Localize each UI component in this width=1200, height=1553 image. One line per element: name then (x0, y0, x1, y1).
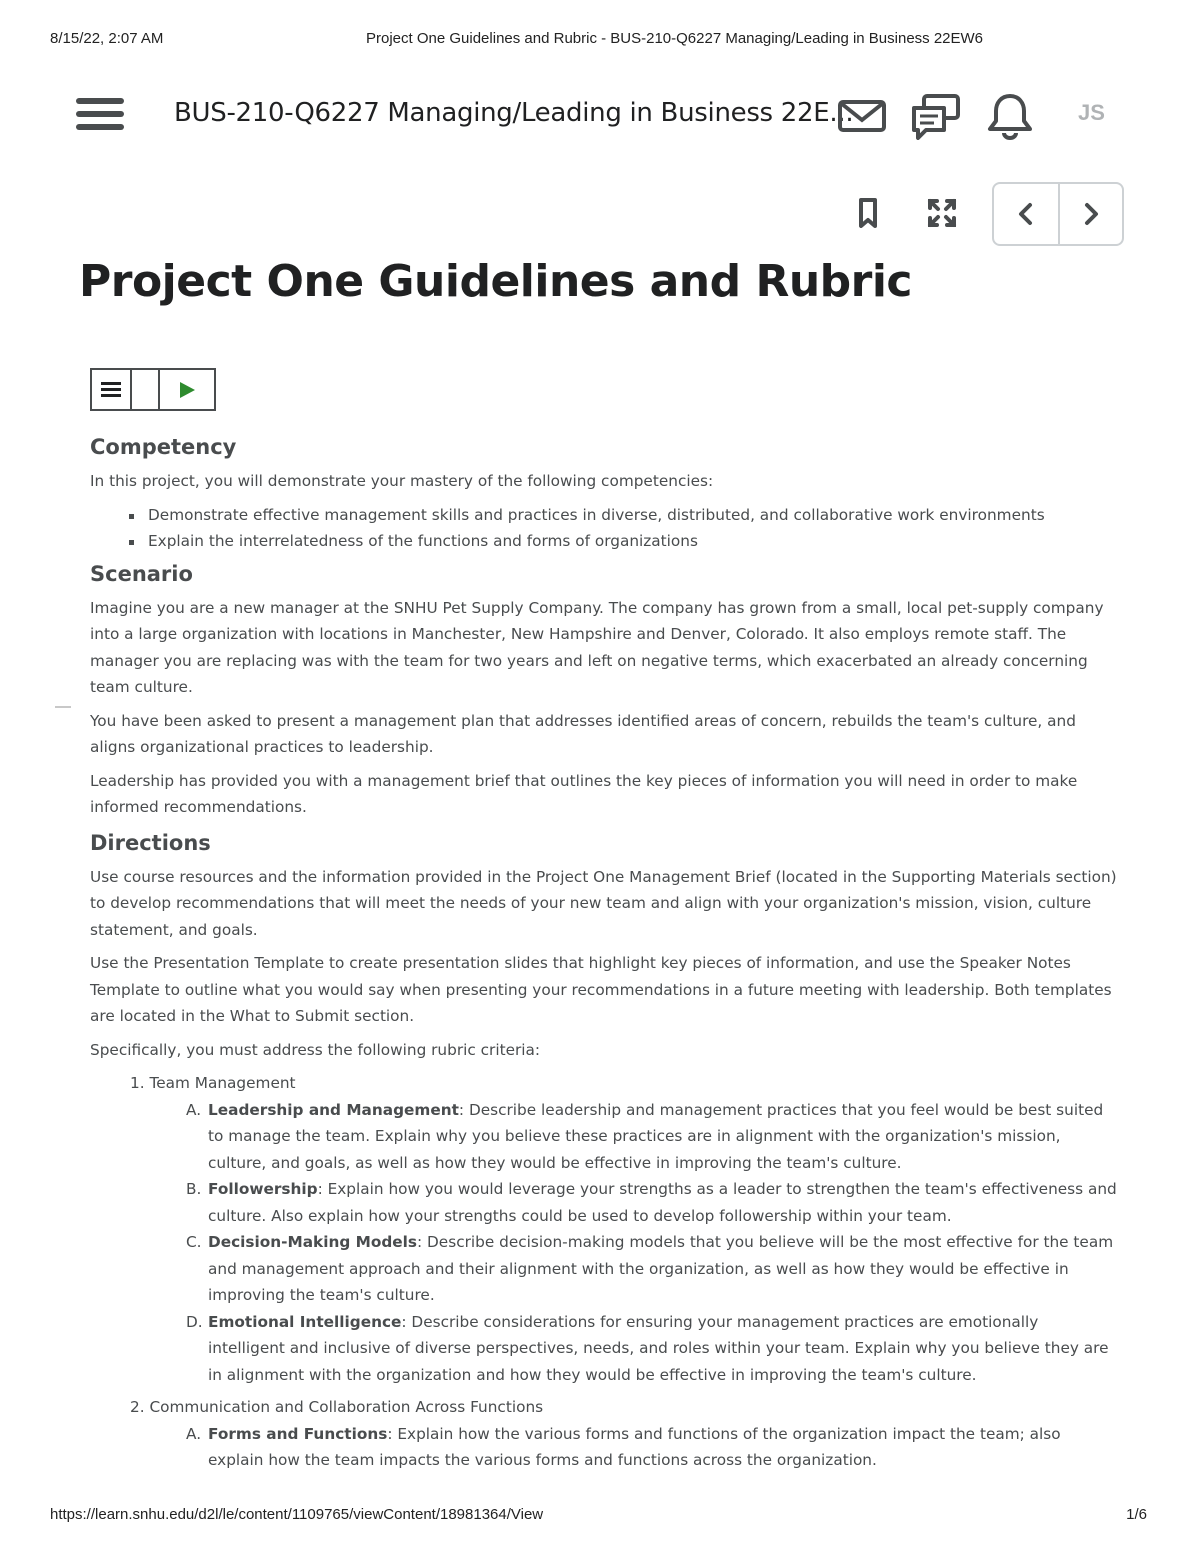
criterion-text: : Explain how the various forms and functions of the organization impact the team; also explain how the team impacts the various forms and functions across the organization. (208, 1424, 1061, 1469)
print-header (0, 30, 1200, 50)
criterion-2a (186, 1421, 1120, 1474)
criterion-label: A. (186, 1100, 202, 1119)
criterion-1d (186, 1309, 1120, 1389)
topic-pager (992, 182, 1124, 246)
directions-heading: Directions (90, 830, 211, 855)
chevron-right-icon (1081, 202, 1101, 226)
print-date: 8/15/22, 2:07 AM (50, 30, 164, 47)
user-avatar[interactable]: JS (1078, 100, 1105, 125)
course-title[interactable]: BUS-210-Q6227 Managing/Leading in Business 22E... (174, 98, 854, 128)
next-topic-button[interactable] (1058, 184, 1122, 244)
criterion-text: : Explain how you would leverage your strengths as a leader to strengthen the team's effectiveness and culture. Also explain how your strengths could be used to develop followership within your team. (208, 1180, 1117, 1225)
side-marker (55, 706, 71, 708)
criterion-label: B. (186, 1180, 202, 1198)
print-url: https://learn.snhu.edu/d2l/le/content/1109765/viewContent/18981364/View (50, 1506, 544, 1523)
criterion-2 (130, 1394, 1120, 1421)
fullscreen-button[interactable] (916, 182, 968, 244)
print-footer (0, 1506, 1200, 1526)
criterion-text: : Describe leadership and management practices that you feel would be best suited to manage the team. Explain why you believe these practices are in alignment with the organization's mission, culture, and goals, as well as how they would be effective in improving the team's culture. (208, 1100, 1104, 1172)
directions-paragraph: Use course resources and the information provided in the Project One Management Brief (located in the Supporting Materials section) to develop recommendations that will meet the needs of your new team and align with your organization's mission, vision, culture statement, and goals. (90, 867, 1117, 939)
chevron-left-icon (1016, 202, 1036, 226)
criterion-text: : Describe decision-making models that you believe will be the most effective for the team and management approach and their alignment with the organization, as well as how they would be effective in improving the team's culture. (208, 1233, 1114, 1304)
scenario-paragraph: Leadership has provided you with a management brief that outlines the key pieces of information you will need in order to make informed recommendations. (90, 771, 1078, 816)
criterion-label: C. (186, 1233, 202, 1251)
criterion-1b (186, 1176, 1120, 1229)
notifications-button[interactable] (984, 92, 1036, 140)
list-item: Demonstrate effective management skills and practices in diverse, distributed, and collaborative work environments (148, 502, 1120, 529)
play-icon (177, 380, 197, 400)
competency-heading: Competency (90, 435, 237, 459)
scenario-paragraph: You have been asked to present a management plan that addresses identified areas of concern, rebuilds the team's culture, and aligns organizational practices to leadership. (90, 711, 1076, 756)
previous-topic-button[interactable] (994, 184, 1058, 244)
list-item: Explain the interrelatedness of the functions and forms of organizations (148, 528, 1120, 555)
course-navbar (0, 84, 1200, 148)
criterion-text: : Describe considerations for ensuring your management practices are emotionally intelligent and inclusive of diverse perspectives, needs, and roles within your team. Explain why you believe they are in alignment with the organization and how they would be effective in improving the team's culture. (208, 1312, 1109, 1384)
bell-icon (984, 92, 1036, 140)
reader-menu-button[interactable] (92, 370, 132, 409)
mail-icon (836, 92, 888, 140)
directions-paragraph: Specifically, you must address the following rubric criteria: (90, 1040, 541, 1059)
content-body (90, 428, 1120, 1474)
criterion-1a (186, 1097, 1120, 1177)
scenario-heading: Scenario (90, 561, 193, 586)
page-title: Project One Guidelines and Rubric (79, 256, 913, 307)
email-button[interactable] (836, 92, 888, 140)
content-toolbar (0, 182, 1200, 246)
criterion-label: D. (186, 1312, 203, 1331)
menu-button[interactable] (76, 98, 126, 134)
criterion-term: Forms and Functions (208, 1424, 388, 1443)
discussions-button[interactable] (910, 92, 962, 140)
bookmark-icon (858, 198, 878, 228)
scenario-paragraph: Imagine you are a new manager at the SNHU Pet Supply Company. The company has grown from a small, local pet-supply company into a large organization with locations in Manchester, New Hampshire and Denver, Colorado. It also employs remote staff. The manager you are replacing was with the team for two years and left on negative terms, which exacerbated an already concerning team culture. (90, 598, 1104, 696)
competency-list (148, 502, 1120, 555)
criterion-1 (130, 1070, 1120, 1097)
print-title: Project One Guidelines and Rubric - BUS-210-Q6227 Managing/Leading in Business 22EW6 (366, 30, 984, 47)
criterion-term: Emotional Intelligence (208, 1312, 402, 1331)
readspeaker-controls (90, 368, 216, 411)
print-page-number: 1/6 (1126, 1506, 1147, 1523)
hamburger-icon (76, 98, 124, 104)
criterion-1c (186, 1229, 1120, 1309)
play-button[interactable] (160, 370, 214, 409)
criterion-term: Decision-Making Models (208, 1233, 418, 1251)
reader-blank-button[interactable] (132, 370, 160, 409)
list-icon (100, 381, 122, 399)
expand-icon (926, 197, 958, 229)
criterion-title: Team Management (149, 1074, 296, 1092)
criterion-number: 1. (130, 1074, 145, 1092)
competency-intro: In this project, you will demonstrate your mastery of the following competencies: (90, 472, 714, 490)
criterion-label: A. (186, 1424, 202, 1443)
bookmark-button[interactable] (846, 182, 890, 244)
directions-paragraph: Use the Presentation Template to create presentation slides that highlight key pieces of information, and use the Speaker Notes Template to outline what you would say when presenting your recommendations in a future meeting with leadership. Both templates are located in the What to Submit section. (90, 954, 1112, 1025)
criterion-term: Followership (208, 1180, 318, 1198)
criterion-title: Communication and Collaboration Across Functions (149, 1398, 544, 1416)
criterion-term: Leadership and Management (208, 1100, 459, 1119)
chat-icon (910, 92, 962, 140)
criterion-number: 2. (130, 1398, 145, 1416)
